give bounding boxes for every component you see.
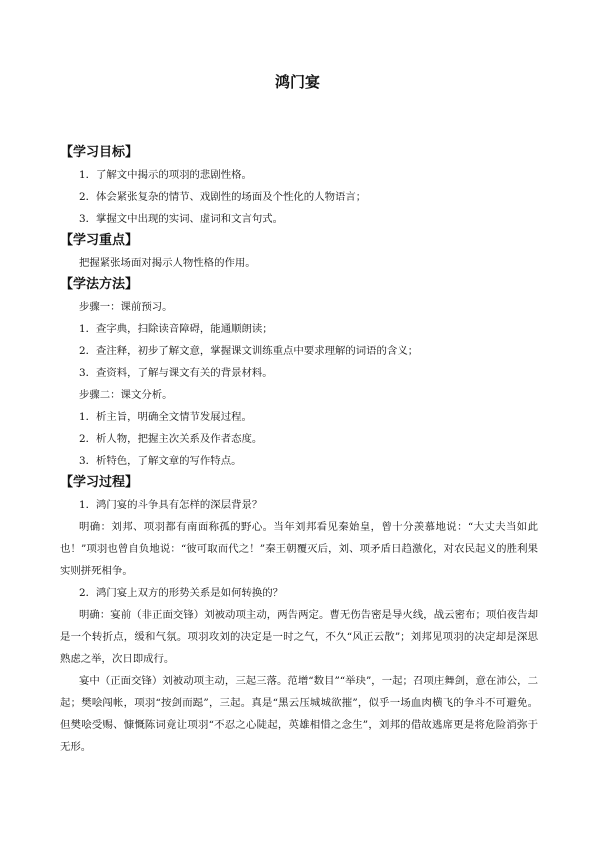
question-paragraph: 1．鸿门宴的斗争具有怎样的深层背景？ xyxy=(79,499,263,511)
answer-paragraph: 宴中（正面交锋）刘被动项主动，三起三落。范增“数目”“举玦”，一起；召项庄舞剑，意在沛公，二起；樊哙闯帐，项羽“按剑而跽”，三起。真是“黑云压城城欲摧”，似乎一场血肉横飞的争斗不可避免。但樊哙受赐、慷慨陈词竟让项羽“不忍之心陡起，英雄相惜之念生”，刘邦的借故逃席更是将危险消弥于无形。 xyxy=(60,675,538,753)
goal-item: 3．掌握文中出现的实词、虚词和文言句式。 xyxy=(79,213,284,225)
section-heading: 【学习重点】 xyxy=(60,233,139,248)
method-item: 3．析特色，了解文章的写作特点。 xyxy=(79,455,242,467)
section-learning-goals xyxy=(60,142,538,230)
goal-item: 2．体会紧张复杂的情节、戏剧性的场面及个性化的人物语言； xyxy=(79,191,367,203)
section-heading: 【学习目标】 xyxy=(60,145,139,160)
section-heading: 【学法方法】 xyxy=(60,277,139,292)
section-process xyxy=(60,472,538,758)
answer-paragraph: 明确：宴前（非正面交锋）刘被动项主动，两告两定。曹无伤告密是导火线，战云密布；项伯夜告却是一个转折点，缓和气氛。项羽攻刘的决定是一时之气，不久“风正云散”；刘邦见项羽的决定却是深思熟虑之举，次日即成行。 xyxy=(60,609,538,665)
section-heading: 【学习过程】 xyxy=(60,475,139,490)
question-paragraph: 2．鸿门宴上双方的形势关系是如何转换的？ xyxy=(79,587,284,599)
section-key-points xyxy=(60,230,538,274)
method-item: 2．查注释，初步了解文意，掌握课文训练重点中要求理解的词语的含义； xyxy=(79,345,419,357)
goal-item: 1．了解文中揭示的项羽的悲剧性格。 xyxy=(79,169,252,181)
method-item: 3．查资料，了解与课文有关的背景材料。 xyxy=(79,367,273,379)
method-step: 步骤一：课前预习。 xyxy=(79,301,173,313)
method-item: 2．析人物，把握主次关系及作者态度。 xyxy=(79,433,263,445)
document-title: 鸿门宴 xyxy=(274,73,320,91)
document-body xyxy=(60,142,538,758)
answer-paragraph: 明确：刘邦、项羽都有南面称孤的野心。当年刘邦看见秦始皇，曾十分羡慕地说：“大丈夫当如此也！”项羽也曾自负地说：“彼可取而代之！”秦王朝覆灭后，刘、项矛盾日趋激化，对农民起义的胜利果实则拼死相争。 xyxy=(60,521,538,577)
method-item: 1．查字典，扫除读音障碍，能通顺朗读； xyxy=(79,323,273,335)
key-point-item: 把握紧张场面对揭示人物性格的作用。 xyxy=(79,257,256,269)
section-methods xyxy=(60,274,538,472)
method-step: 步骤二：课文分析。 xyxy=(79,389,173,401)
method-item: 1．析主旨，明确全文情节发展过程。 xyxy=(79,411,252,423)
